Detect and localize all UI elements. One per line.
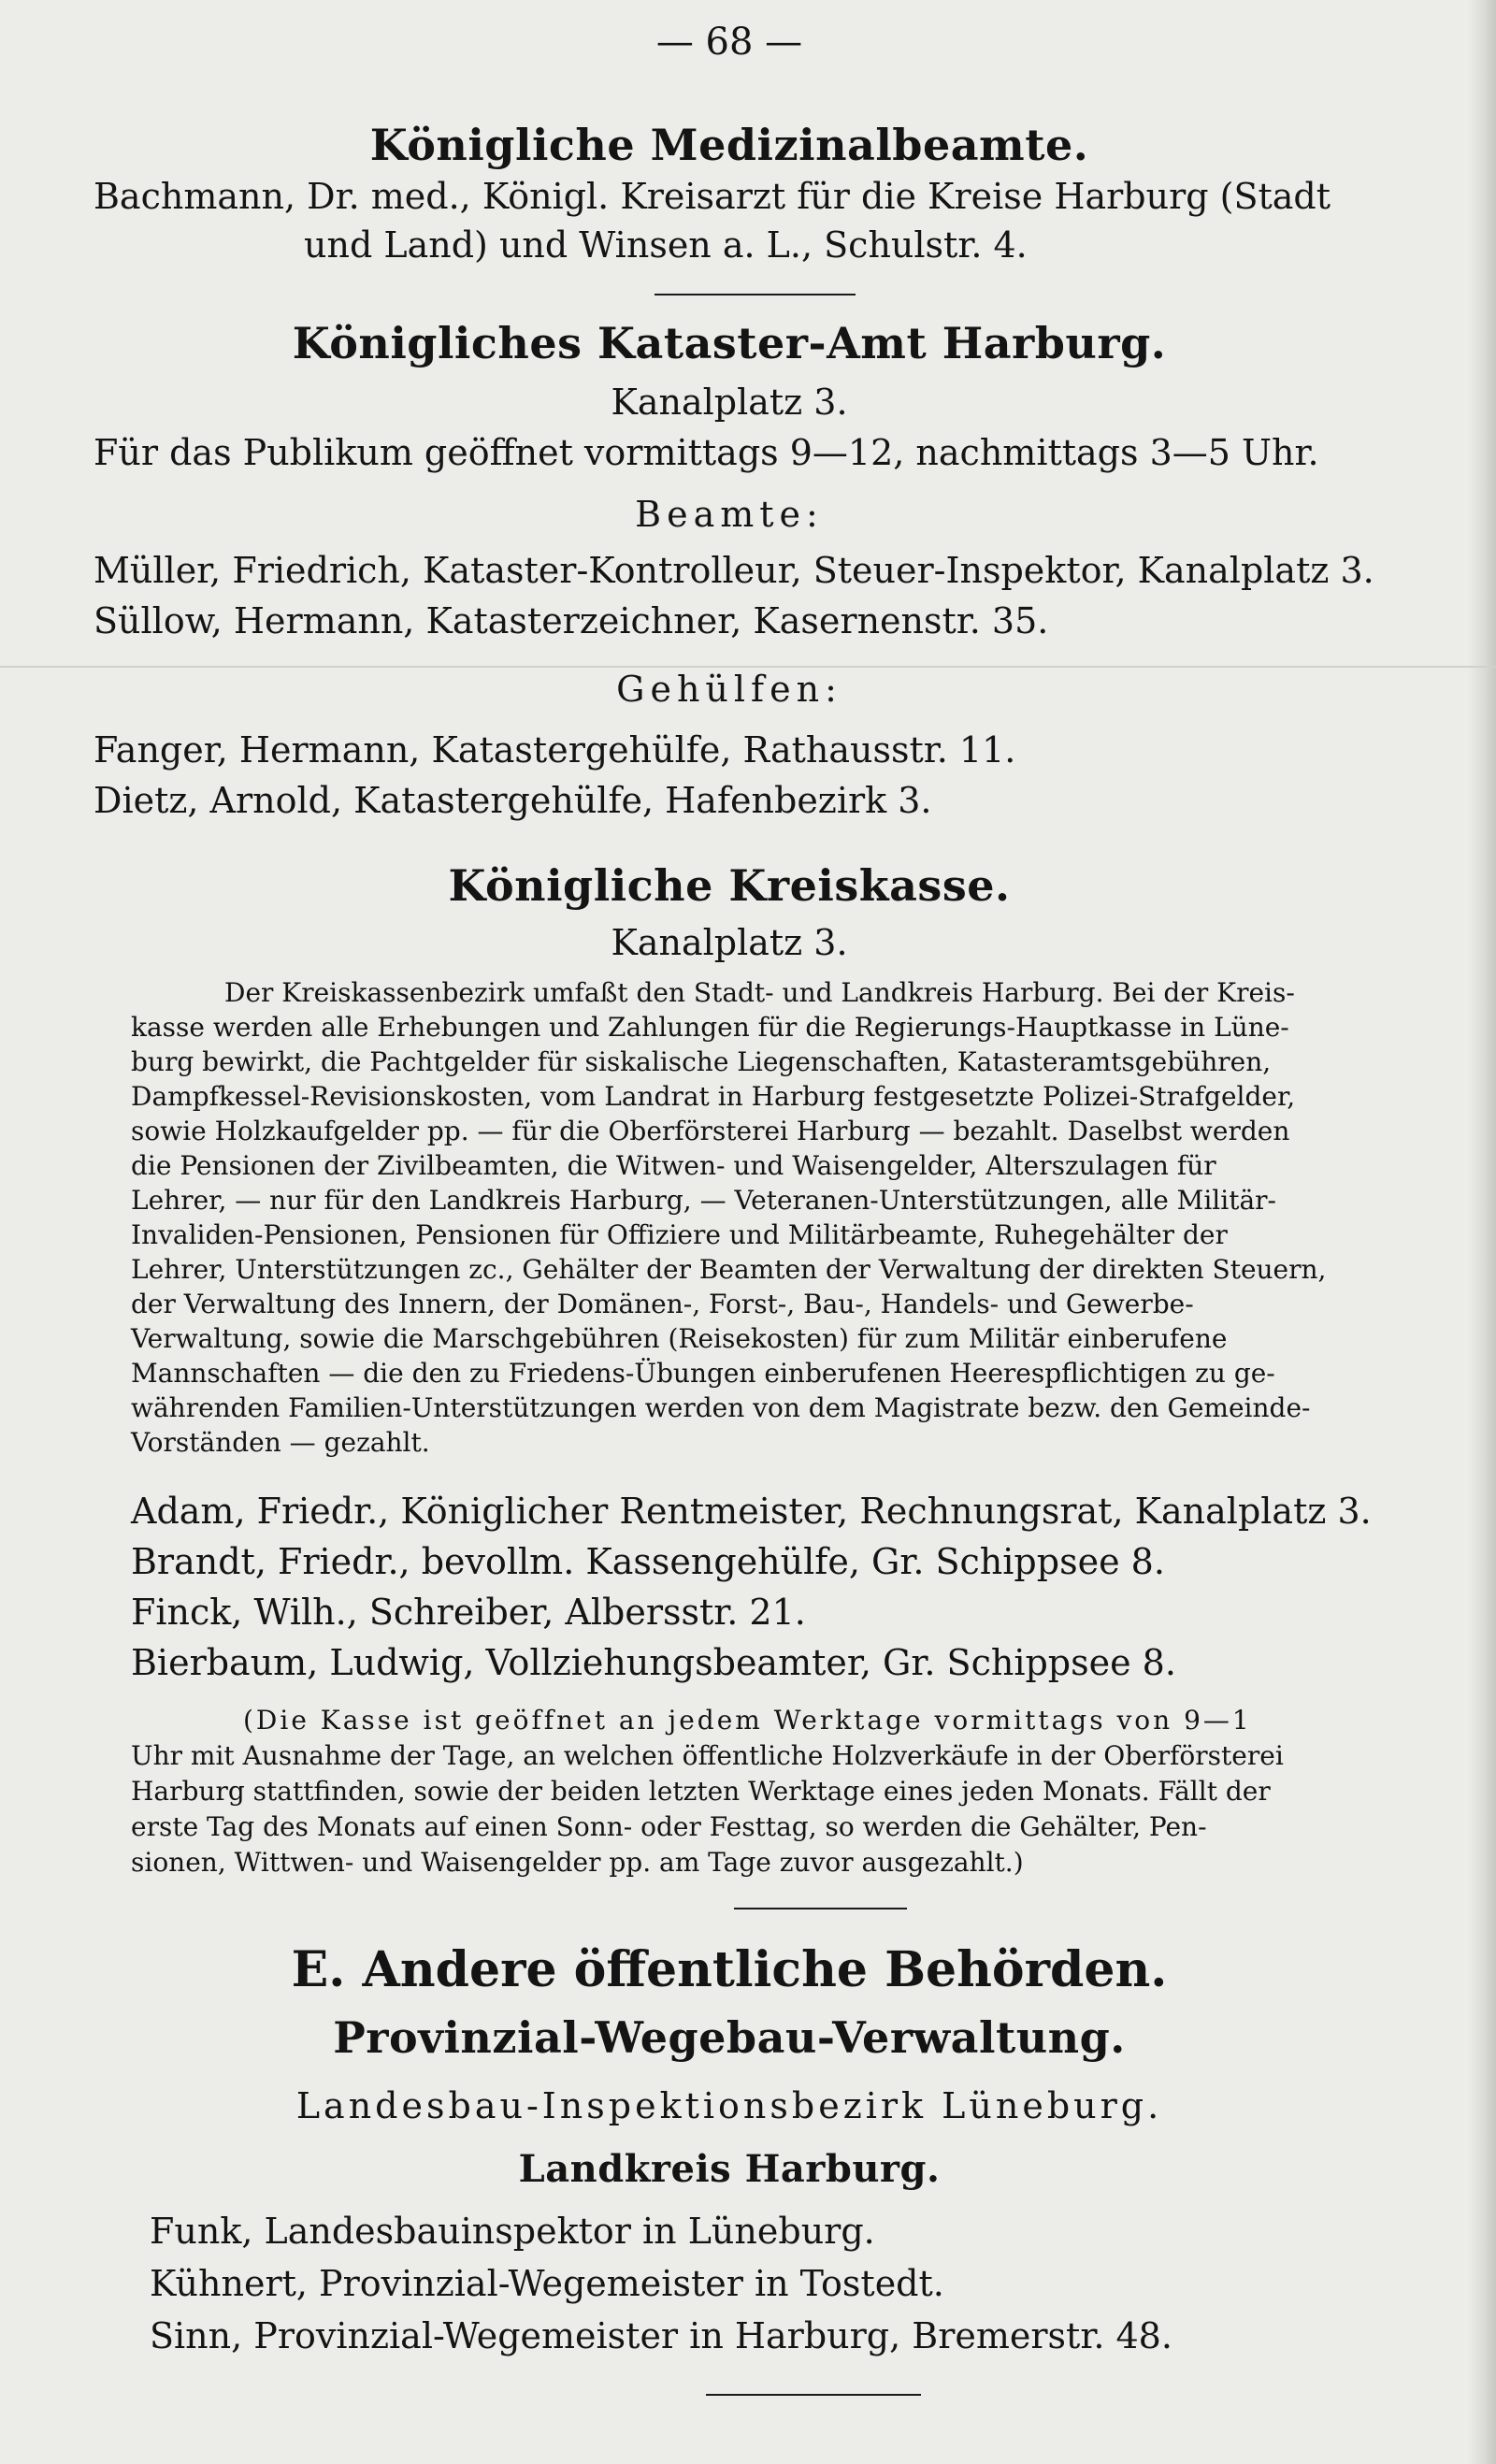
page-number: — 68 — [655, 21, 803, 64]
subheading-landkreis: Landkreis Harburg. [518, 2147, 941, 2191]
paragraph-line: sowie Holzkaufgelder pp. — für die Oberförsterei Harburg — bezahlt. Daselbst werden [131, 1116, 1290, 1146]
paragraph-line: Dampfkessel-Revisionskosten, vom Landrat in Harburg festgesetzte Polizei-Strafgelder, [131, 1081, 1296, 1112]
divider [734, 1908, 907, 1909]
entry-line: Müller, Friedrich, Kataster-Kontrolleur, Steuer-Inspektor, Kanalplatz 3. [94, 550, 1374, 591]
note-line: sionen, Wittwen- und Waisengelder pp. am Tage zuvor ausgezahlt.) [131, 1847, 1024, 1878]
address-line: Kanalplatz 3. [611, 922, 848, 963]
note-line: (Die Kasse ist geöffnet an jedem Werktage vormittags von 9—1 [243, 1705, 1252, 1736]
paragraph-line: Mannschaften — die den zu Friedens-Übungen einberufenen Heerespflichtigen zu ge- [131, 1358, 1275, 1389]
district-line: Landesbau-Inspektionsbezirk Lüneburg. [295, 2085, 1163, 2126]
staff-entry: Bierbaum, Ludwig, Vollziehungsbeamter, Gr. Schippsee 8. [131, 1642, 1176, 1683]
entry-line: Fanger, Hermann, Katastergehülfe, Rathausstr. 11. [94, 729, 1016, 771]
paragraph-line: Lehrer, Unterstützungen zc., Gehälter der Beamten der Verwaltung der direkten Steuern, [131, 1254, 1327, 1285]
note-line: erste Tag des Monats auf einen Sonn- oder Festtag, so werden die Gehälter, Pen- [131, 1811, 1207, 1842]
note-line: Uhr mit Ausnahme der Tage, an welchen öffentliche Holzverkäufe in der Oberförsterei [131, 1740, 1284, 1771]
section-heading-medizinalbeamte: Königliche Medizinalbeamte. [369, 120, 1089, 170]
staff-entry: Kühnert, Provinzial-Wegemeister in Tostedt. [150, 2263, 944, 2304]
entry-line: Dietz, Arnold, Katastergehülfe, Hafenbezirk 3. [94, 780, 932, 821]
section-heading-kreiskasse: Königliche Kreiskasse. [448, 860, 1011, 911]
paragraph-line: Der Kreiskassenbezirk umfaßt den Stadt- und Landkreis Harburg. Bei der Kreis- [224, 977, 1295, 1008]
section-heading-wegebau: Provinzial-Wegebau-Verwaltung. [333, 2012, 1126, 2063]
subheading-beamte: Beamte: [635, 494, 824, 535]
staff-entry: Finck, Wilh., Schreiber, Albersstr. 21. [131, 1592, 806, 1633]
entry-line: und Land) und Winsen a. L., Schulstr. 4. [304, 224, 1028, 266]
subheading-gehuelfen: Gehülfen: [616, 669, 842, 710]
paragraph-line: Verwaltung, sowie die Marschgebühren (Reisekosten) für zum Militär einberufene [131, 1323, 1228, 1354]
paragraph-line: Lehrer, — nur für den Landkreis Harburg, — Veteranen-Unterstützungen, alle Militär- [131, 1185, 1276, 1216]
paragraph-line: die Pensionen der Zivilbeamten, die Witwen- und Waisengelder, Alterszulagen für [131, 1150, 1216, 1181]
note-line: Harburg stattfinden, sowie der beiden letzten Werktage eines jeden Monats. Fällt der [131, 1776, 1271, 1807]
scan-fold-line [0, 666, 1496, 668]
staff-entry: Sinn, Provinzial-Wegemeister in Harburg, Bremerstr. 48. [150, 2315, 1172, 2356]
staff-entry: Funk, Landesbauinspektor in Lüneburg. [150, 2211, 875, 2252]
address-line: Kanalplatz 3. [611, 382, 848, 423]
opening-hours: Für das Publikum geöffnet vormittags 9—12, nachmittags 3—5 Uhr. [94, 432, 1319, 473]
entry-line: Süllow, Hermann, Katasterzeichner, Kasernenstr. 35. [94, 600, 1049, 641]
divider [706, 2394, 921, 2396]
paragraph-line: burg bewirkt, die Pachtgelder für siskalische Liegenschaften, Katasteramtsgebühren, [131, 1046, 1272, 1077]
paragraph-line: kasse werden alle Erhebungen und Zahlungen für die Regierungs-Hauptkasse in Lüne- [131, 1012, 1289, 1043]
paragraph-line: Vorständen — gezahlt. [131, 1427, 430, 1458]
staff-entry: Brandt, Friedr., bevollm. Kassengehülfe, Gr. Schippsee 8. [131, 1541, 1165, 1582]
paragraph-line: Invaliden-Pensionen, Pensionen für Offiziere und Militärbeamte, Ruhegehälter der [131, 1219, 1228, 1250]
paragraph-line: währenden Familien-Unterstützungen werden von dem Magistrate bezw. den Gemeinde- [131, 1392, 1311, 1423]
section-heading-andere-behoerden: E. Andere öffentliche Behörden. [291, 1941, 1168, 1998]
divider [654, 294, 856, 295]
paragraph-line: der Verwaltung des Innern, der Domänen-, Forst-, Bau-, Handels- und Gewerbe- [131, 1289, 1194, 1319]
page-edge-shadow [1468, 0, 1496, 2464]
section-heading-kataster-amt: Königliches Kataster-Amt Harburg. [292, 318, 1167, 368]
staff-entry: Adam, Friedr., Königlicher Rentmeister, Rechnungsrat, Kanalplatz 3. [131, 1491, 1372, 1532]
entry-line: Bachmann, Dr. med., Königl. Kreisarzt für die Kreise Harburg (Stadt [94, 176, 1331, 217]
